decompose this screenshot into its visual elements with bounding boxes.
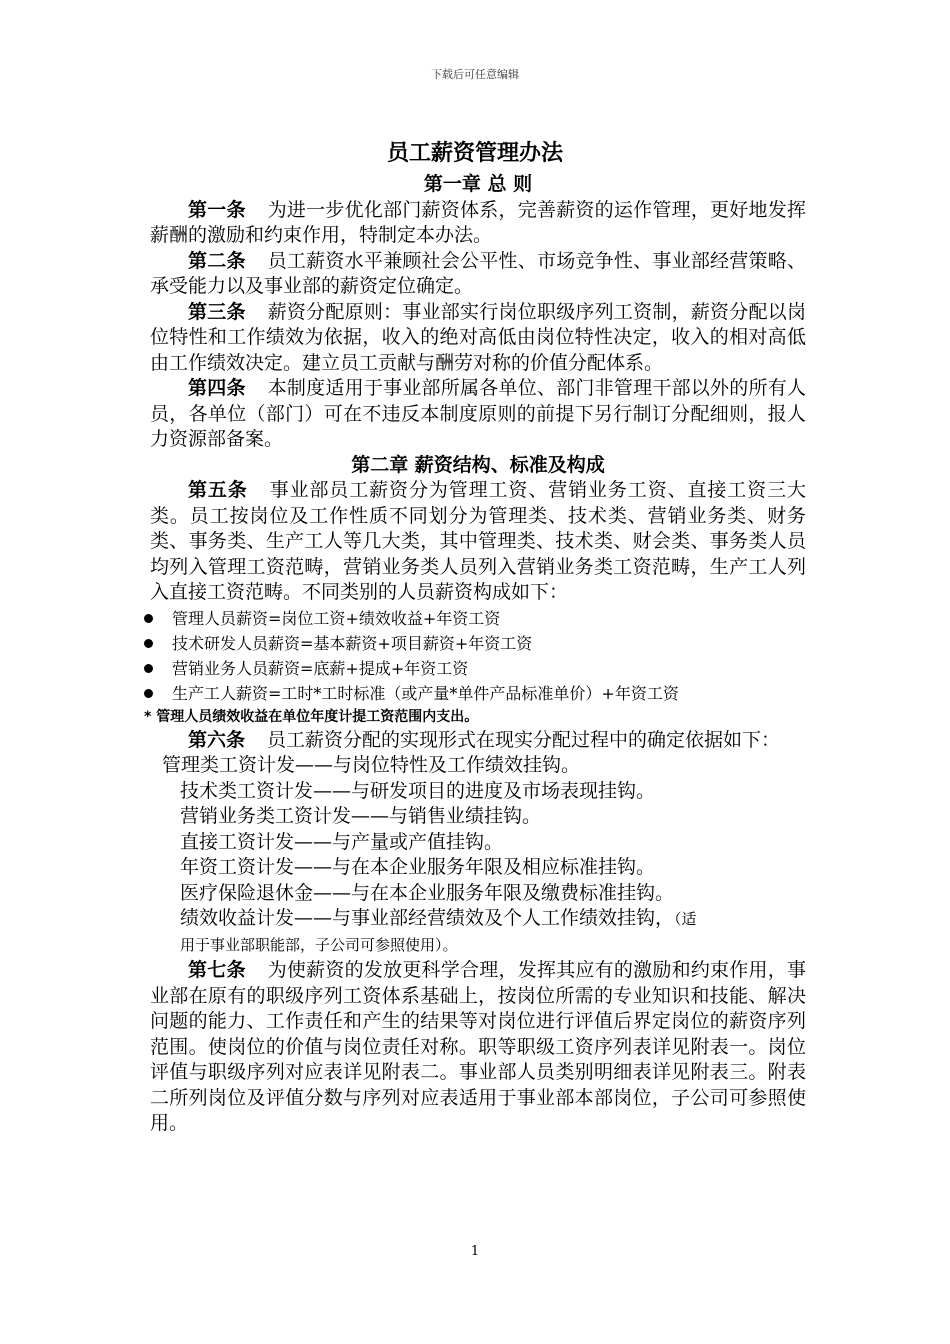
article-2	[150, 249, 806, 300]
document-title: 员工薪资管理办法	[386, 141, 563, 166]
article-label: 第七条	[188, 959, 246, 981]
list-item: 生产工人薪资=工时*工时标准（或产量*单件产品标准单价）+年资工资	[144, 681, 806, 706]
chapter-heading: 第二章 薪资结构、标准及构成	[351, 453, 605, 476]
article-label: 第一条	[188, 198, 246, 221]
article-5	[150, 478, 806, 606]
page-number: 1	[470, 1244, 480, 1259]
article-label: 第四条	[188, 377, 246, 399]
bullet-icon	[144, 689, 153, 698]
article-text: 员工薪资分配的实现形式在现实分配过程中的确定依据如下：	[267, 728, 781, 751]
article-3	[150, 300, 806, 377]
bullet-icon	[144, 614, 153, 623]
article-text: 为使薪资的发放更科学合理，发挥其应有的激励和约束作用，事业部在原有的职级序列工资体系基础上，按岗位所需的专业知识和技能、解决问题的能力、工作责任和产生的结果等对岗位进行评值后界定岗位的薪资序列范围。使岗位的价值与岗位责任对称。职等职级工资序列表详见附表一。岗位评值与职级序列对应表详见附表二。事业部人员类别明细表详见附表三。附表二所列岗位及评值分数与序列对应表适用于事业部本部岗位，子公司可参照使用。	[150, 959, 806, 1134]
article-text: 员工薪资水平兼顾社会公平性、市场竞争性、事业部经营策略、承受能力以及事业部的薪资定位确定。	[150, 249, 806, 297]
basis-item: 技术类工资计发——与研发项目的进度及市场表现挂钩。	[180, 779, 656, 802]
document-body	[144, 172, 806, 1137]
basis-item: 直接工资计发——与产量或产值挂钩。	[180, 830, 504, 853]
list-item: 管理人员薪资=岗位工资+绩效收益+年资工资	[144, 606, 806, 631]
article-label: 第六条	[188, 728, 246, 751]
list-item: 技术研发人员薪资=基本薪资+项目薪资+年资工资	[144, 631, 806, 656]
basis-item-continuation: 用于事业部职能部，子公司可参照使用）。	[180, 935, 458, 954]
article-4	[150, 376, 806, 453]
article-label: 第五条	[188, 479, 248, 501]
list-item: 营销业务人员薪资=底薪+提成+年资工资	[144, 656, 806, 681]
article-label: 第三条	[188, 300, 246, 323]
bullet-icon	[144, 664, 153, 673]
basis-item: 营销业务类工资计发——与销售业绩挂钩。	[180, 805, 542, 827]
article-text: 本制度适用于事业部所属各单位、部门非管理干部以外的所有人员，各单位（部门）可在不违反本制度原则的前提下另行制订分配细则，报人力资源部备案。	[150, 377, 806, 450]
basis-item: 管理类工资计发——与岗位特性及工作绩效挂钩。	[162, 754, 581, 776]
article-6	[150, 728, 806, 754]
page-header: 下载后可任意编辑	[431, 68, 519, 81]
article-1	[150, 198, 806, 249]
bullet-icon	[144, 639, 153, 648]
chapter-heading: 第一章 总 则	[423, 173, 533, 195]
article-text: 为进一步优化部门薪资体系，完善薪资的运作管理，更好地发挥薪酬的激励和约束作用，特制定本办法。	[150, 198, 806, 246]
basis-item: 医疗保险退休金——与在本企业服务年限及缴费标准挂钩。	[180, 881, 675, 904]
footnote: * 管理人员绩效收益在单位年度计提工资范围内支出。	[144, 708, 479, 725]
salary-composition-list	[150, 606, 806, 706]
article-7	[150, 958, 806, 1137]
basis-item: 年资工资计发——与在本企业服务年限及相应标准挂钩。	[180, 856, 656, 878]
article-text: 薪资分配原则：事业部实行岗位职级序列工资制，薪资分配以岗位特性和工作绩效为依据，收入的绝对高低由岗位特性决定，收入的相对高低由工作绩效决定。建立员工贡献与酬劳对称的价值分配体系。	[150, 300, 806, 374]
article-text: 事业部员工薪资分为管理工资、营销业务工资、直接工资三大类。员工按岗位及工作性质不同划分为管理类、技术类、营销业务类、财务类、事务类、生产工人等几大类，其中管理类、技术类、财会类、事务类人员均列入管理工资范畴，营销业务类人员列入营销业务类工资范畴，生产工人列入直接工资范畴。不同类别的人员薪资构成如下：	[150, 479, 806, 603]
basis-item: 绩效收益计发——与事业部经营绩效及个人工作绩效挂钩，（适	[180, 907, 697, 929]
article-label: 第二条	[188, 249, 246, 272]
